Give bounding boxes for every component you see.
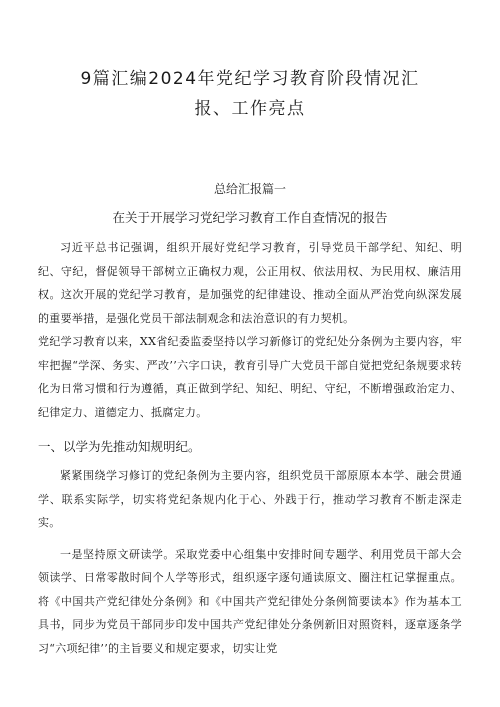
- paragraph-1: 习近平总书记强调，组织开展好党纪学习教育，引导党员干部学纪、知纪、明纪、守纪，督促领导干部树立正确权力观，公正用权、依法用权、为民用权、廉洁用权。这次开展的党纪学习教育，是加强党的纪律建设、推动全面从严治党向纵深发展的重要举措，是强化党员干部法制观念和法治意识的有力契机。: [38, 241, 462, 325]
- paragraph-4: 一是坚持原文研读学。采取党委中心组集中安排时间专题学、利用党员干部大会领读学、日常零散时间个人学等形式，组织逐字逐句通读原文、圈注杠记掌握重点。将《中国共产党纪律处分条例》和《中国共产党纪律处分条例简要读本》作为基本工具书，同步为党员干部同步印发中国共产党纪律处分条例新旧对照资料，逐章逐条学习“六项纪律’’的主旨要义和规定要求，切实让党: [38, 547, 462, 655]
- paragraph-2: 党纪学习教育以来，XX省纪委监委坚持以学习新修订的党纪处分条例为主要内容，牢牢把握“学深、务实、严改’’六字口诀，教育引导广大党员干部自觉把党纪条规要求转化为日常习惯和行为遵循，真正做到学纪、知纪、明纪、守纪，不断增强政治定力、纪律定力、道德定力、抵腐定力。: [38, 335, 462, 419]
- section-label: 总给汇报篇一: [213, 182, 286, 196]
- paragraph-3: 紧紧围绕学习修订的党纪条例为主要内容，组织党员干部原原本本学、融会贯通学、联系实际学，切实将党纪条规内化于心、外践于行，推动学习教育不断走深走实。: [38, 469, 462, 529]
- report-title: 在关于开展学习党纪学习教育工作自查情况的报告: [112, 210, 388, 225]
- section-heading-1: 一、以学为先推动知规明纪。: [38, 439, 201, 454]
- document-title: 9篇汇编2024年党纪学习教育阶段情况汇报、工作亮点: [80, 69, 420, 119]
